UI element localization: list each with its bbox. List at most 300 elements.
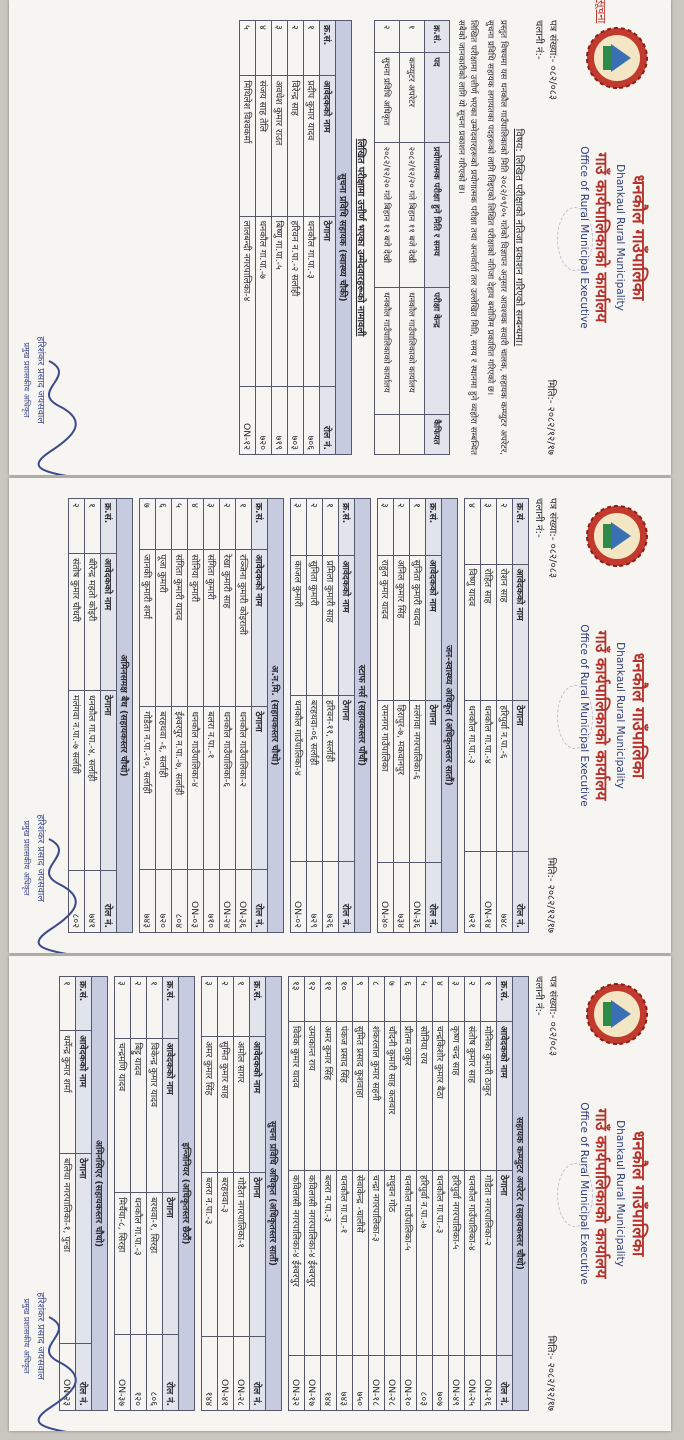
table-cell: मिथिलेश विश्वकर्मा [239, 76, 255, 216]
table-cell: बरहथवा -६, सर्लाही [156, 707, 172, 870]
table-row [465, 499, 481, 933]
column-header: ठेगाना [497, 1171, 513, 1356]
table-cell: बरथवा-१, सिरहा [147, 1193, 163, 1335]
table-cell: ३ [449, 977, 465, 1022]
post-group-heading: अमिनसिएर (सहायकस्तर चौथो) [92, 977, 108, 1411]
table-cell: अमर कुमार सिंह [202, 1037, 218, 1173]
table-row [303, 21, 319, 455]
table-cell: २ [69, 499, 85, 554]
post-group-heading: सुचना प्रविधि सहायक (स्वास्थ्य चौकी) [335, 21, 351, 455]
table-cell: विरेन्द्र साह [287, 76, 303, 216]
table-cell: २ [131, 977, 147, 1039]
table-cell: ON-२३ [60, 1344, 76, 1411]
dispatch-number: चलानी नं:- [533, 498, 544, 538]
table-row [236, 499, 252, 933]
table-cell: ७०७ [433, 1355, 449, 1410]
table-cell: हरिपुर्वा न.पा.-६ [497, 701, 513, 852]
column-header: क्र.सं. [252, 499, 268, 550]
schedule-cell [399, 415, 424, 455]
table-cell: ON-०३ [188, 869, 204, 932]
table-cell: ON-२४ [220, 869, 236, 932]
table-cell: ७२० [255, 386, 271, 454]
table-cell: ३ [204, 499, 220, 550]
schedule-cell: २०८२/१२/२० गते बिहान १२ बजे देखी [374, 142, 399, 288]
table-row [481, 977, 497, 1411]
table-cell: ७४३ [337, 1355, 353, 1410]
table-cell: मिर्चैया-८, सिरहा [115, 1193, 131, 1335]
table-cell: संगिता कुमारी यादव [172, 550, 188, 707]
post-group-heading: सहायक कम्प्युटर अपरेटर (सहायकस्तर चौथो) [513, 977, 529, 1411]
table-cell: ३ [378, 499, 394, 556]
reference-number: पत्र संख्या:- ०८२/०८३ [547, 498, 558, 579]
table-cell: पंकज प्रसाद सिंह [337, 1021, 353, 1170]
table-row [131, 977, 147, 1411]
table-cell: ८०३ [417, 1355, 433, 1410]
column-header: रोल नं. [319, 386, 335, 454]
table-cell: ON-२८ [234, 1337, 250, 1411]
office-name-en: Office of Rural Municipal Executive [578, 624, 590, 807]
column-header: क्र.सं. [250, 977, 266, 1037]
table-cell: ५ [239, 21, 255, 76]
table-cell: १२ [305, 977, 321, 1022]
exam-schedule-table [374, 20, 450, 455]
office-seal-stamp [557, 1163, 593, 1227]
signatory-title: प्रमुख प्रशासकीय अधिकृत [22, 820, 31, 896]
table-row [220, 499, 236, 933]
table-cell: ON-४१ [218, 1337, 234, 1411]
result-table [464, 498, 529, 933]
table-cell: ON-१६ [481, 1355, 497, 1410]
table-cell: ३ [291, 499, 307, 556]
table-cell: हरिवन न.पा.-२ सर्लाही [287, 216, 303, 386]
table-cell: ८ [369, 977, 385, 1022]
table-cell: हरिपुर्वा नगरपालिका-५ [449, 1171, 465, 1356]
column-header: रोल नं. [252, 869, 268, 932]
table-cell: धनकौल गा.पा.-१ [337, 1171, 353, 1356]
table-cell: मलंगवा नगरपालिका-६ [410, 700, 426, 863]
column-header: क्र.सं. [163, 977, 179, 1039]
table-cell: धनकौल गाउँपालिका-२ [236, 707, 252, 870]
office-name-np: गाउँ कार्यपालिकाको कार्यालय [592, 1108, 611, 1279]
table-cell: बीरेन्द्र महतो कोइरी [85, 554, 101, 691]
table-cell: १४४ [321, 1355, 337, 1410]
municipality-name-en: Dhankaul Rural Municipality [614, 164, 626, 311]
table-row [323, 499, 339, 933]
signatory-name: हरिशंकर प्रसाद जयसवाल [35, 814, 46, 902]
table-cell: विष्णु यादव [465, 564, 481, 701]
table-cell: ON-१२ [239, 386, 255, 454]
table-cell: धनकौल गा.पा.-४ [481, 701, 497, 852]
table-cell: ११ [321, 977, 337, 1022]
column-header: ठेगाना [101, 690, 117, 870]
column-header: क्र.सं. [426, 499, 442, 556]
table-cell: ७१० [204, 869, 220, 932]
column-header: क्र.सं. [319, 21, 335, 76]
table-cell: ON-४९ [449, 1355, 465, 1410]
table-cell: ON-१४ [481, 852, 497, 933]
table-row [172, 499, 188, 933]
table-cell: ३ [271, 21, 287, 76]
table-row [202, 977, 218, 1411]
table-cell: धनकौल गाउँपालिका-४ [291, 696, 307, 862]
column-header: आवेदकको नाम [76, 1031, 92, 1154]
table-row [287, 21, 303, 455]
table-cell: सुनिता कुमारी [307, 556, 323, 696]
table-cell: ३ [202, 977, 218, 1037]
table-row [291, 499, 307, 933]
table-cell: धनकौल गाउँपालिका-४ [188, 707, 204, 870]
table-cell: ७४८ [497, 852, 513, 933]
table-cell: ७०३ [287, 386, 303, 454]
table-cell: १ [410, 499, 426, 556]
table-row [271, 21, 287, 455]
table-cell: बिष्णु गा.पा.-५ [271, 216, 287, 386]
office-name-np: गाउँ कार्यपालिकाको कार्यालय [592, 152, 611, 323]
table-cell: बलिया नगरपालिका-१, पुन्डा [60, 1154, 76, 1344]
municipality-name-np: धनकौल गाउँपालिका [628, 652, 648, 779]
table-row [497, 499, 513, 933]
table-cell: ६ [401, 977, 417, 1022]
reference-row [529, 976, 559, 1411]
table-cell: धनकौल गाउँपालिका-५ [401, 1171, 417, 1356]
table-cell: ७४१ [85, 870, 101, 932]
table-cell: अवधेश कुमार राउत [271, 76, 287, 216]
table-cell: ON-१० [401, 1355, 417, 1410]
table-cell: रञ्जिना कुमारी कोइराली [236, 550, 252, 707]
reference-row [529, 20, 559, 455]
letterhead [559, 976, 651, 1411]
post-group-heading: सुचना प्रविधि अधिकृत (अधिकृतस्तर सातौं) [266, 977, 282, 1411]
column-header: क्र.सं. [497, 977, 513, 1022]
table-cell: १ [60, 977, 76, 1031]
column-header: क्र.सं. [513, 499, 529, 565]
column-header: आवेदकको नाम [339, 556, 355, 696]
table-cell: ३ [481, 499, 497, 565]
table-cell: काजल कुमारी [291, 556, 307, 696]
table-cell: ON-३७ [115, 1335, 131, 1411]
table-row [433, 977, 449, 1411]
table-cell: ८०४ [172, 869, 188, 932]
signatory-title: प्रमुख प्रशासकीय अधिकृत [22, 1298, 31, 1374]
table-cell: ७२० [156, 869, 172, 932]
column-header: रोल नं. [497, 1355, 513, 1410]
table-cell: धनकौल गा.पा.-३ [465, 701, 481, 852]
table-cell: धनकौल गा.पा.-३ [131, 1193, 147, 1335]
post-group-heading: इन्जिनियर (अधिकृतस्तर छैठौं) [179, 977, 195, 1411]
table-cell: ४ [433, 977, 449, 1022]
table-cell: बिट्टु यादव [131, 1038, 147, 1193]
table-cell: ON-३२ [289, 1355, 305, 1410]
table-cell: ON-३६ [236, 869, 252, 932]
table-cell: संगिता कुमारी [204, 550, 220, 707]
table-cell: मधुवन गोठ [385, 1171, 401, 1356]
table-cell: १ [303, 21, 319, 76]
column-header: आवेदकको नाम [513, 564, 529, 701]
table-cell: संतोष कुमार चौधरी [69, 554, 85, 691]
table-cell: पूजा कुमारी [156, 550, 172, 707]
municipality-name-np: धनकौल गाउँपालिका [628, 174, 648, 301]
table-cell: ७३४ [394, 863, 410, 933]
table-row [378, 499, 394, 933]
result-table [139, 498, 284, 933]
signatory-title: प्रमुख प्रशासकीय अधिकृत [22, 342, 31, 418]
table-row [385, 977, 401, 1411]
table-cell: ४ [188, 499, 204, 550]
table-cell: ON-२५ [465, 1355, 481, 1410]
table-cell: धनकौल गा.पा.-४, सर्लाही [85, 690, 101, 870]
table-row [481, 499, 497, 933]
table-cell: ८०६ [147, 1335, 163, 1411]
table-cell: १ [234, 977, 250, 1037]
table-cell: ७ [385, 977, 401, 1022]
notice-date: मिति:- २०८२/१२/१७ [545, 1335, 556, 1411]
result-table [377, 498, 458, 933]
table-cell: कृष्ण चन्द्र साह [449, 1021, 465, 1170]
notice-date: मिति:- २०८२/१२/१७ [545, 379, 556, 455]
table-row [115, 977, 131, 1411]
table-row [394, 499, 410, 933]
dispatch-number: चलानी नं:- [533, 976, 544, 1016]
reference-row [529, 498, 559, 933]
column-header: आवेदकको नाम [497, 1021, 513, 1170]
post-group-heading: अ.न.मि. (सहायकस्तर चौथो) [268, 499, 284, 933]
result-tables [68, 498, 529, 933]
table-cell: सेवाकेन्द्र -चालीसे [353, 1171, 369, 1356]
table-cell: कविलासी नगरपालिका-४ ईश्वरपुर [305, 1171, 321, 1356]
table-cell: ३ [115, 977, 131, 1039]
result-table [288, 976, 529, 1411]
schedule-column-header: कैफियत [424, 415, 449, 455]
table-cell: १ [85, 499, 101, 554]
table-row [449, 977, 465, 1411]
table-row [147, 977, 163, 1411]
column-header: ठेगाना [163, 1193, 179, 1335]
table-cell: धनकौल गा.पा.-३ [303, 216, 319, 386]
column-header: क्र.सं. [76, 977, 92, 1031]
column-header: ठेगाना [513, 701, 529, 852]
table-cell: गोडैता नगरपालिका-२ [481, 1171, 497, 1356]
schedule-row [399, 21, 424, 455]
table-cell: ७१९ [271, 386, 287, 454]
table-cell: १३ [289, 977, 305, 1022]
table-cell: १ [236, 499, 252, 550]
column-header: आवेदकको नाम [250, 1037, 266, 1173]
result-table [201, 976, 282, 1411]
table-row [369, 977, 385, 1411]
table-cell: ७५० [353, 1355, 369, 1410]
table-cell: धनकौल गा.पा.-३ [433, 1171, 449, 1356]
post-group-heading: जन-स्वास्थ्य अधिकृत (अधिकृतस्तर सातौं) [442, 499, 458, 933]
column-header: क्र.सं. [339, 499, 355, 556]
office-name-en: Office of Rural Municipal Executive [578, 1102, 590, 1285]
schedule-column-header: प्रयोगात्मक परीक्षा हुने मिति र समय [424, 142, 449, 288]
reference-number: पत्र संख्या:- ०८२/०८३ [547, 20, 558, 101]
table-cell: लालबन्दी नगरपालिका-४ [239, 216, 255, 386]
schedule-cell: कम्प्युटर अपरेटर [399, 53, 424, 142]
table-cell: २ [218, 977, 234, 1037]
post-group-heading: अमिनसमक्ष बैध (सहायकस्तर चौथो) [117, 499, 133, 933]
table-cell: ७२१ [465, 852, 481, 933]
office-name-np: गाउँ कार्यपालिकाको कार्यालय [592, 630, 611, 801]
table-cell: सुमित कुमार साह [218, 1037, 234, 1173]
table-cell: बलरा न.पा.-३ [321, 1171, 337, 1356]
table-cell: राहुल कुमार यादव [378, 555, 394, 700]
table-cell: मलंगवा न.पा.-७ सर्लाही [69, 690, 85, 870]
column-header: आवेदकको नाम [163, 1038, 179, 1193]
table-cell: मोनिका कुमारी ठाकुर [481, 1021, 497, 1170]
municipality-name-np: धनकौल गाउँपालिका [628, 1130, 648, 1257]
table-cell: अमोल सागर [234, 1037, 250, 1173]
column-header: रोल नं. [513, 852, 529, 933]
column-header: ठेगाना [426, 700, 442, 863]
signatory-name: हरिशंकर प्रसाद जयसवाल [35, 336, 46, 424]
column-header: रोल नं. [101, 870, 117, 932]
table-cell: शंकरलाल कुमार सहनी [369, 1021, 385, 1170]
table-cell: ON-०२ [291, 862, 307, 933]
result-table [239, 20, 352, 455]
table-row [289, 977, 305, 1411]
table-cell: चाँदनी कुमारी साह कलवार [385, 1021, 401, 1170]
schedule-column-header: परीक्षा केन्द्र [424, 288, 449, 415]
schedule-cell: धनकौल गाउँपालिकाको कार्यालय [399, 288, 424, 415]
table-row [218, 977, 234, 1411]
table-cell: हिरापुर-७, मकवानपुर [394, 700, 410, 863]
emblem-logo [585, 504, 649, 568]
table-cell: सुमित प्रसाद कुशवाहा [353, 1021, 369, 1170]
municipality-name-en: Dhankaul Rural Municipality [614, 1120, 626, 1267]
schedule-cell: २ [374, 21, 399, 53]
result-tables [59, 976, 529, 1411]
table-row [239, 21, 255, 455]
table-cell: ४ [465, 499, 481, 565]
table-cell: ५ [172, 499, 188, 550]
table-row [417, 977, 433, 1411]
column-header: ठेगाना [250, 1173, 266, 1337]
reference-number: पत्र संख्या:- ०८२/०८३ [547, 976, 558, 1057]
notice-page-3 [9, 956, 671, 1431]
table-cell: २ [465, 977, 481, 1022]
table-cell: चन्द्रमणि यादव [115, 1038, 131, 1193]
table-row [204, 499, 220, 933]
column-header: ठेगाना [252, 707, 268, 870]
table-cell: ४ [255, 21, 271, 76]
table-cell: संतोष कुमार साह [465, 1021, 481, 1170]
table-cell: अमर कुमार सिंह [321, 1021, 337, 1170]
table-cell: ७०६ [303, 386, 319, 454]
table-cell: १४४ [202, 1337, 218, 1411]
table-cell: धनकौल गाउँपालिका-४ [465, 1171, 481, 1356]
table-cell: हरिवन-११, सर्लाही [323, 696, 339, 862]
table-row [188, 499, 204, 933]
table-cell: रेखा कुमारी साह [220, 550, 236, 707]
table-cell: १ [147, 977, 163, 1039]
table-row [305, 977, 321, 1411]
table-cell: हरिपुर्वा न.पा.-७ [417, 1171, 433, 1356]
reference-block [531, 976, 559, 1056]
table-cell: ON-१७ [305, 1355, 321, 1410]
table-cell: २ [287, 21, 303, 76]
table-cell: ON-१८ [369, 1355, 385, 1410]
schedule-cell: १ [399, 21, 424, 53]
table-cell: विवेक कुमार यादव [289, 1021, 305, 1170]
table-row [465, 977, 481, 1411]
table-row [401, 977, 417, 1411]
column-header: ठेगाना [339, 696, 355, 862]
table-cell: प्रमिला कुमारी साह [323, 556, 339, 696]
column-header: आवेदकको नाम [319, 76, 335, 216]
table-cell: बलरा न.पा.-३ [202, 1173, 218, 1337]
column-header: ठेगाना [76, 1154, 92, 1344]
table-row [140, 499, 156, 933]
table-cell: ७२६ [323, 862, 339, 933]
notice-date: मिति:- २०८२/१२/१७ [545, 857, 556, 933]
column-header: आवेदकको नाम [426, 555, 442, 700]
letterhead [559, 20, 651, 455]
table-cell: १ [481, 977, 497, 1022]
result-table [114, 976, 195, 1411]
table-cell: रोशन साह [497, 564, 513, 701]
table-cell: प्रदीप कुमार यादव [303, 76, 319, 216]
reference-block [531, 20, 559, 100]
table-cell: ७२९ [307, 862, 323, 933]
notice-page-1 [9, 0, 671, 475]
table-cell: २ [307, 499, 323, 556]
table-cell: गोडैता नगरपालिका-१ [234, 1173, 250, 1337]
column-header: रोल नं. [339, 862, 355, 933]
table-cell: धनकौल गाउँपालिका-६ [220, 707, 236, 870]
column-header: ठेगाना [319, 216, 335, 386]
table-cell: बरहथवा-३ [218, 1173, 234, 1337]
table-cell: १ [323, 499, 339, 556]
table-cell: ईश्वरपुर न.पा.-७, सर्लाही [172, 707, 188, 870]
table-cell: धर्मेन्द्र कुमार शर्मा [60, 1031, 76, 1154]
office-seal-stamp [557, 207, 593, 271]
table-cell: सोनिया कुमारी [188, 550, 204, 707]
table-cell: २ [220, 499, 236, 550]
table-cell: ६ [156, 499, 172, 550]
table-cell: सुनिता कुमारी यादव [410, 555, 426, 700]
table-row [337, 977, 353, 1411]
notice-page-2 [9, 478, 671, 953]
schedule-cell: सुचना प्रविधि अधिकृत [374, 53, 399, 142]
dispatch-number: चलानी नं:- [533, 20, 544, 60]
office-name-en: Office of Rural Municipal Executive [578, 146, 590, 329]
table-cell: प्रीतम ठाकुर [401, 1021, 417, 1170]
schedule-column-header: पद [424, 53, 449, 142]
result-heading: लिखित परीक्षामा उत्तीर्ण भएका उम्मेदवारहरूको नामावली [354, 138, 366, 337]
table-cell: चन्द्रा नगरपालिका-३ [369, 1171, 385, 1356]
table-cell: रोहित साह [481, 564, 497, 701]
signatory-name: हरिशंकर प्रसाद जयसवाल [35, 1292, 46, 1380]
table-cell: रामनगर गाउँपालिका [378, 700, 394, 863]
table-row [410, 499, 426, 933]
notice-badge: सूचना [595, 0, 608, 24]
table-cell: ९ [353, 977, 369, 1022]
notice-paragraph-1: प्रस्तुत विषयमा यस धनकौल गाउँपालिकाको मिति २०८२/०९/०५ गतेको विज्ञापन अनुसार आवश्यक सवारी चालक, सहायक कम्प्युटर अपरेटर, सुचना प्रविधि सहायक लगायतका पदहरूको लागि लिइएको लिखित परीक्षाको नतिजा देहाय बमोजिम प्रकाशित गरिएको छ। [485, 20, 508, 455]
table-cell: ON-३६ [410, 863, 426, 933]
table-cell: ८०२ [69, 870, 85, 932]
table-row [156, 499, 172, 933]
column-header: रोल नं. [163, 1335, 179, 1411]
table-row [353, 977, 369, 1411]
schedule-cell: २०८२/१२/२० गते बिहान ११ बजे देखी [399, 142, 424, 288]
municipality-name-en: Dhankaul Rural Municipality [614, 642, 626, 789]
schedule-column-header: क्र.सं. [424, 21, 449, 53]
schedule-cell [374, 415, 399, 455]
column-header: रोल नं. [76, 1344, 92, 1411]
table-cell: धनकौल गा.पा.-७ [255, 216, 271, 386]
post-group-heading: स्टाफ नर्स (सहायकस्तर पाँचौं) [355, 499, 371, 933]
